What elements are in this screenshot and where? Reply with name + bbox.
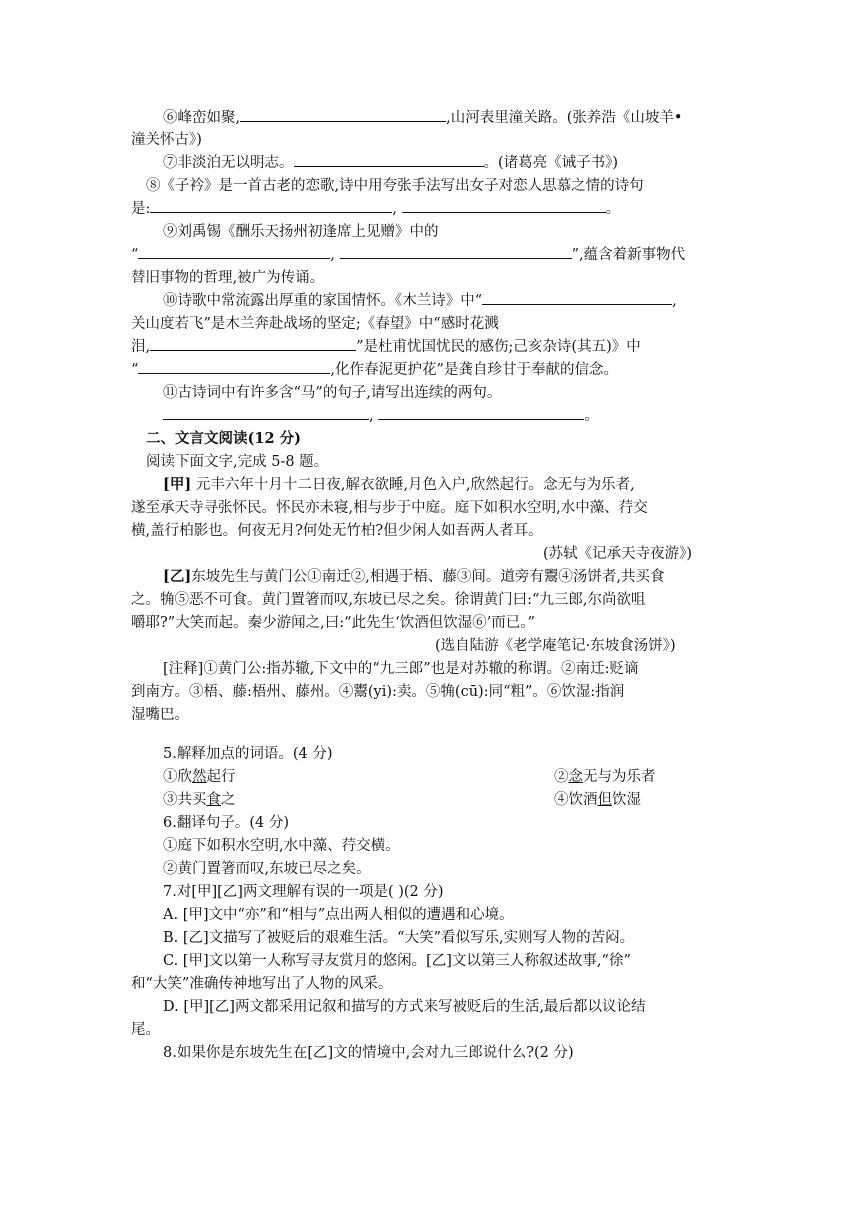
text: ④饮酒 (554, 792, 598, 808)
poem-line-10-d (131, 359, 618, 381)
text: 无与为乐者 (583, 769, 656, 785)
text: ,山河表里潼关路。(张养浩《山坡羊• (446, 110, 683, 126)
q5-item-3 (163, 789, 236, 811)
text: ,化作春泥更护花”是龚自珍甘于奉献的信念。 (330, 362, 618, 378)
passage-yi-source: (选自陆游《老学庵笔记·东坡食汤饼》) (435, 638, 676, 654)
poem-line-11-blanks (163, 405, 599, 427)
poem-line-9-end: 替旧事物的哲理,被广为传诵。 (131, 270, 325, 286)
text: 是: (131, 201, 151, 217)
question-8: 8.如果你是东坡先生在[乙]文的情境中,会对九三郎说什么?(2 分) (163, 1045, 574, 1061)
text: , (330, 247, 336, 263)
text: 泪, (131, 339, 151, 355)
passage-jia-line: 遂至承天寺寻张怀民。怀民亦未寝,相与步于中庭。庭下如积水空明,水中藻、荇交 (131, 500, 648, 516)
q7-option-c-cont: 和“大笑”准确传神地写出了人物的风采。 (131, 976, 393, 992)
answer-blank[interactable] (138, 244, 330, 259)
poem-line-9-cont (131, 244, 685, 266)
question-6: 6.翻译句子。(4 分) (163, 815, 289, 831)
answer-blank[interactable] (138, 359, 330, 374)
answer-blank[interactable] (402, 198, 606, 213)
notes-line: [注释]①黄门公:指苏辙,下文中的“九三郎”也是对苏辙的称谓。②南迁:贬谪 (163, 661, 639, 677)
poem-line-8: ⑧《子衿》是一首古老的恋歌,诗中用夸张手法写出女子对恋人思慕之情的诗句 (146, 178, 644, 194)
text: ② (554, 769, 569, 785)
text: ①欣 (163, 769, 192, 785)
q7-option-a: A. [甲]文中“亦”和“相与”点出两人相似的遭遇和心境。 (163, 907, 514, 923)
answer-blank[interactable] (150, 336, 356, 351)
text: 之 (221, 792, 236, 808)
answer-blank[interactable] (482, 290, 672, 305)
text: ⑦非淡泊无以明志。 (163, 155, 294, 171)
passage-jia-source: (苏轼《记承天寺夜游》) (543, 546, 693, 562)
passage-yi-line: 嚼耶?”大笑而起。秦少游闻之,曰:“此先生‘饮酒但饮湿⑥’而已。” (131, 615, 535, 631)
poem-line-6 (163, 107, 682, 129)
passage-jia-line: 横,盖行柏影也。何夜无月?何处无竹柏?但少闲人如吾两人者耳。 (131, 523, 543, 539)
passage-yi-line: 之。觕⑤恶不可食。黄门置箸而叹,东坡已尽之矣。徐谓黄门曰:“九三郎,尔尚欲咀 (131, 592, 646, 608)
q7-option-d: D. [甲][乙]两文都采用记叙和描写的方式来写被贬后的生活,最后都以议论结 (163, 999, 646, 1015)
text: ”,蕴含着新事物代 (571, 247, 686, 263)
dotted-word: 念 (568, 769, 583, 785)
text: 。 (605, 201, 621, 217)
poem-line-7 (163, 152, 618, 174)
text: 。(诸葛亮《诫子书》) (483, 155, 619, 171)
poem-line-11: ⑪古诗词中有许多含“马”的句子,请写出连续的两句。 (163, 385, 502, 401)
notes-line: 到南方。③梧、藤:梧州、藤州。④鬻(yi):卖。⑤觕(cū):同“粗”。⑥饮湿:指润 (131, 684, 625, 700)
poem-line-10 (163, 290, 677, 312)
text: , (392, 201, 397, 217)
q6-item-1: ①庭下如积水空明,水中藻、荇交横。 (163, 838, 400, 854)
answer-blank[interactable] (240, 107, 446, 122)
question-5: 5.解释加点的词语。(4 分) (163, 746, 333, 762)
answer-blank[interactable] (294, 152, 484, 167)
text: 元丰六年十月十二日夜,解衣欲睡,月色入户,欣然起行。念无与为乐者, (191, 477, 635, 493)
notes-line: 湿嘴巴。 (131, 707, 189, 723)
q5-item-1 (163, 766, 236, 788)
answer-blank[interactable] (378, 405, 584, 420)
text: ⑩诗歌中常流露出厚重的家国情怀。《木兰诗》中“ (163, 293, 483, 309)
passage-tag: [甲] (163, 476, 192, 493)
text: ⑥峰峦如聚, (163, 110, 241, 126)
passage-yi-line (163, 566, 664, 588)
answer-blank[interactable] (163, 405, 369, 420)
text: , (369, 408, 374, 424)
q7-option-c: C. [甲]文以第一人称写寻友赏月的悠闲。[乙]文以第三人称叙述故事,“徐” (163, 953, 631, 969)
text: “ (131, 362, 139, 378)
question-7: 7.对[甲][乙]两文理解有误的一项是( )(2 分) (163, 884, 444, 900)
text: 起行 (206, 769, 236, 785)
passage-jia-line (163, 474, 635, 496)
answer-blank[interactable] (150, 198, 392, 213)
text: “ (131, 247, 139, 263)
q5-item-4 (554, 789, 641, 811)
section-title: 二、文言文阅读(12 分) (146, 430, 301, 447)
poem-line-10-c (131, 336, 641, 358)
poem-line-9: ⑨刘禹锡《酬乐天扬州初逢席上见赠》中的 (163, 224, 439, 240)
answer-blank[interactable] (340, 244, 572, 259)
dotted-word: 食 (206, 792, 221, 808)
text: ③共买 (163, 792, 207, 808)
text: 饮湿 (612, 792, 641, 808)
dotted-word: 然 (192, 769, 207, 785)
dotted-word: 但 (597, 792, 612, 808)
q6-item-2: ②黄门置箸而叹,东坡已尽之矣。 (163, 861, 371, 877)
poem-line-10-b: 关山度若飞”是木兰奔赴战场的坚定;《春望》中“感时花溅 (131, 316, 499, 332)
text: 东坡先生与黄门公①南迁②,相遇于梧、藤③间。道旁有鬻④汤饼者,共买食 (191, 569, 665, 585)
poem-line-6-cont: 潼关怀古》) (131, 132, 202, 148)
section-intro: 阅读下面文字,完成 5-8 题。 (146, 454, 329, 470)
poem-line-8-cont (131, 198, 620, 220)
q5-item-2 (554, 766, 656, 788)
passage-tag: [乙] (163, 568, 192, 585)
q7-option-d-cont: 尾。 (131, 1022, 160, 1038)
text: , (672, 293, 677, 309)
text: ”是杜甫忧国忧民的感伤;己亥杂诗(其五)》中 (356, 339, 641, 355)
q7-option-b: B. [乙]文描写了被贬后的艰难生活。“大笑”看似写乐,实则写人物的苦闷。 (163, 930, 635, 946)
text: 。 (584, 408, 599, 424)
